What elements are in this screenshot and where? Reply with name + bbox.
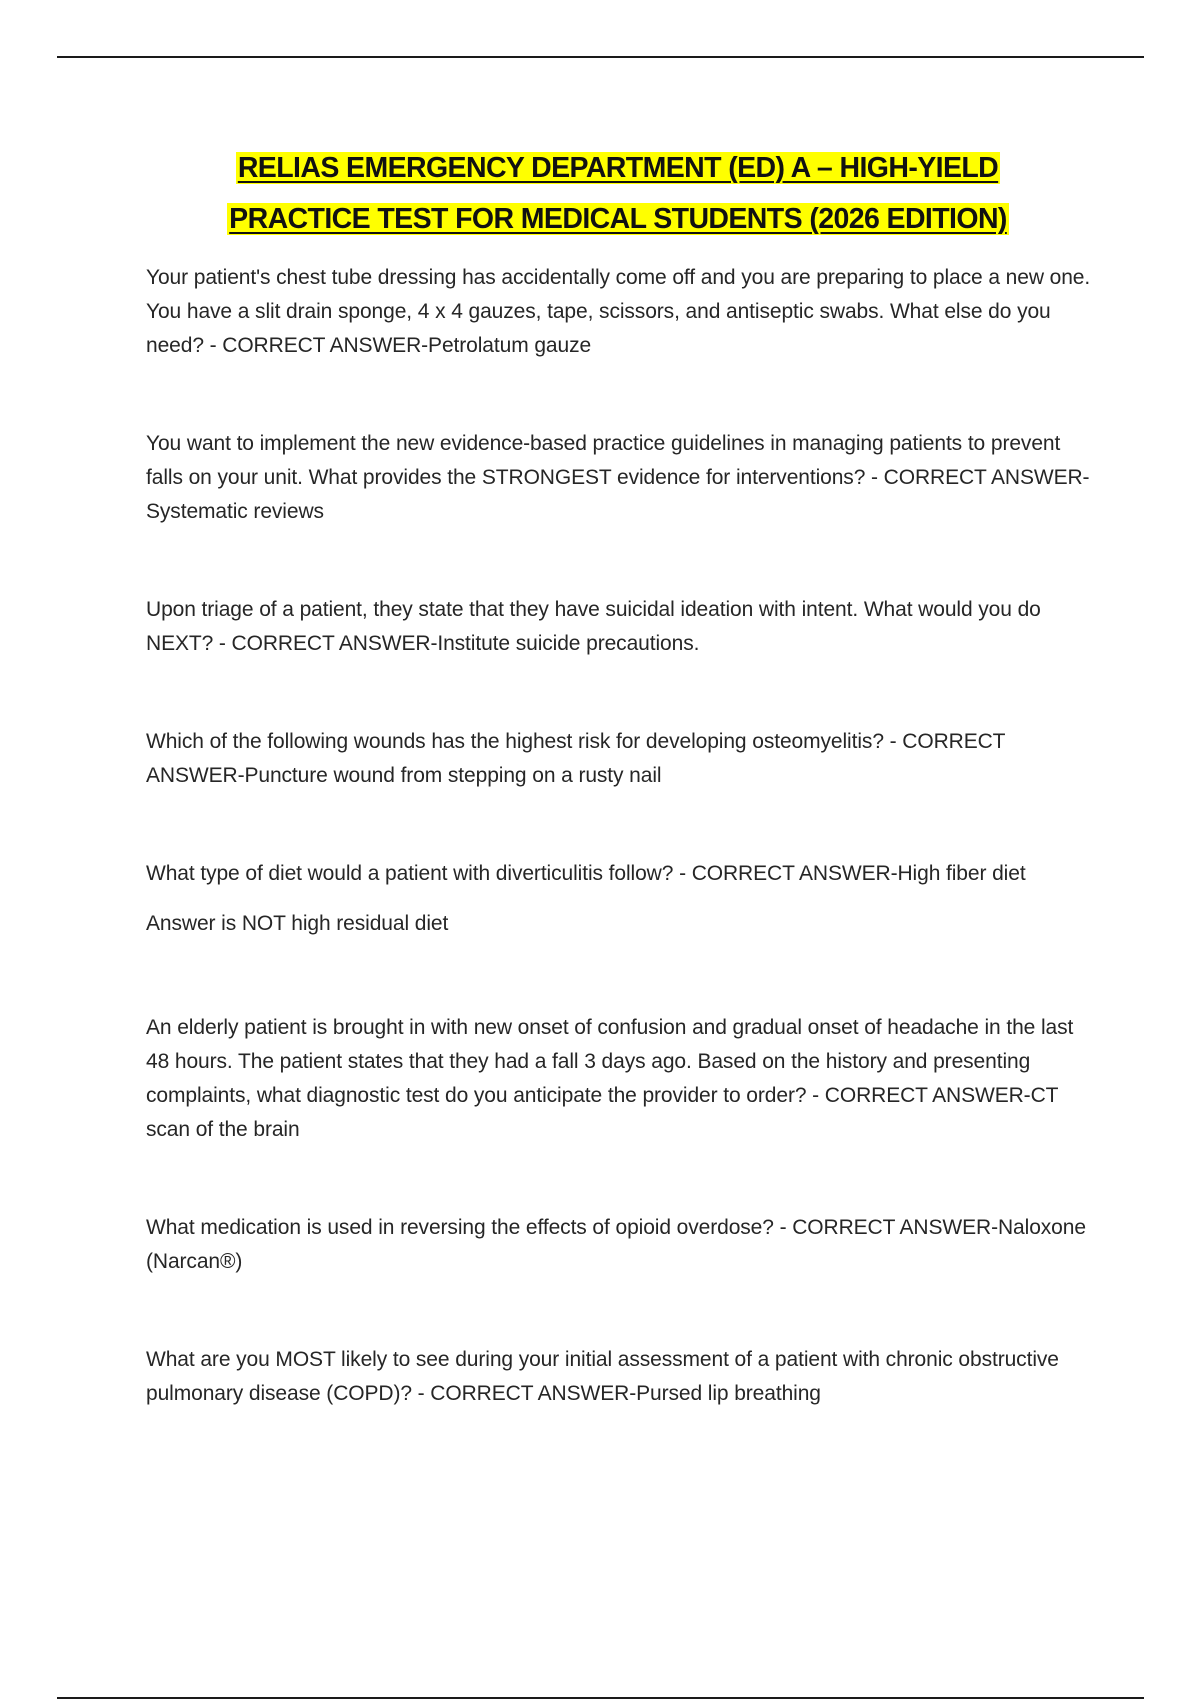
question-evidence-based-practice: You want to implement the new evidence-based practice guidelines in managing patients to prevent falls on your unit. What provides the STRONGEST evidence for interventions? - CORRECT ANSWER-Systematic reviews bbox=[146, 432, 1090, 523]
question-copd-assessment: What are you MOST likely to see during your initial assessment of a patient with chronic obstructive pulmonary disease (COPD)? - CORRECT ANSWER-Pursed lip breathing bbox=[146, 1348, 1059, 1405]
question-opioid-overdose: What medication is used in reversing the effects of opioid overdose? - CORRECT ANSWER-Naloxone (Narcan®) bbox=[146, 1216, 1086, 1273]
top-divider bbox=[57, 56, 1144, 58]
answer-note-diverticulitis: Answer is NOT high residual diet bbox=[146, 912, 449, 935]
question-list bbox=[146, 261, 1096, 1411]
question-suicidal-ideation: Upon triage of a patient, they state that they have suicidal ideation with intent. What would you do NEXT? - CORRECT ANSWER-Institute suicide precautions. bbox=[146, 598, 1041, 655]
title-line-2: PRACTICE TEST FOR MEDICAL STUDENTS (2026 EDITION) bbox=[229, 203, 1007, 235]
question-osteomyelitis: Which of the following wounds has the highest risk for developing osteomyelitis? - CORRECT ANSWER-Puncture wound from stepping on a rusty nail bbox=[146, 730, 1006, 787]
question-chest-tube: Your patient's chest tube dressing has accidentally come off and you are preparing to place a new one. You have a slit drain sponge, 4 x 4 gauzes, tape, scissors, and antiseptic swabs. What else do you need? - CORRECT ANSWER-Petrolatum gauze bbox=[146, 266, 1091, 357]
page-title bbox=[0, 143, 1200, 245]
question-head-injury: An elderly patient is brought in with new onset of confusion and gradual onset of headache in the last 48 hours. The patient states that they had a fall 3 days ago. Based on the history and presenting complaints, what diagnostic test do you anticipate the provider to order? - CORRECT ANSWER-CT scan of the brain bbox=[146, 1016, 1074, 1141]
question-diverticulitis-diet: What type of diet would a patient with diverticulitis follow? - CORRECT ANSWER-High fiber diet bbox=[146, 862, 1026, 885]
title-line-1: RELIAS EMERGENCY DEPARTMENT (ED) A – HIGH-YIELD bbox=[237, 152, 999, 184]
bottom-divider bbox=[57, 1697, 1144, 1699]
